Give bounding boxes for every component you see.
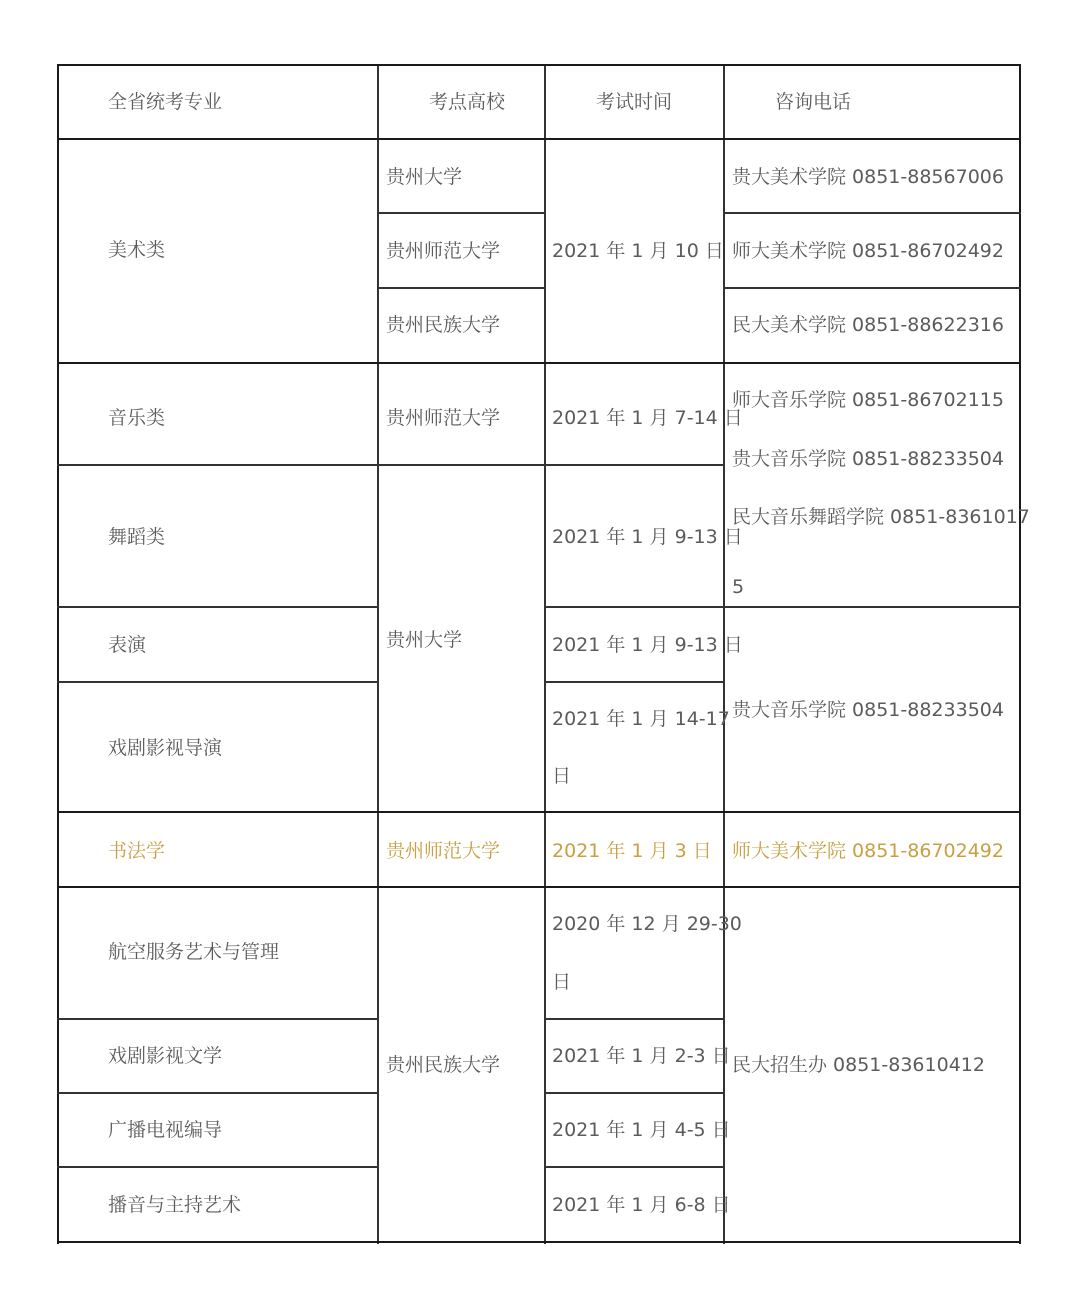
school-guida-merged: 贵州大学: [386, 629, 463, 651]
school-shufa: 贵州师范大学: [386, 840, 501, 862]
major-xiju-wenxue: 戏剧影视文学: [108, 1045, 223, 1067]
row-line-wudao-major: [57, 606, 379, 608]
table-border-top: [57, 64, 1021, 66]
school-minda-merged: 贵州民族大学: [386, 1054, 501, 1076]
row-line-xiju-wenxue-time: [544, 1092, 725, 1094]
time-meishu: 2021 年 1 月 10 日: [552, 240, 724, 262]
time-hangkong-line1: 2020 年 12 月 29-30: [552, 913, 742, 935]
table-border-bottom: [57, 1241, 1021, 1243]
phone-music-shida: 师大音乐学院 0851-86702115: [732, 389, 1004, 411]
major-meishu: 美术类: [108, 239, 166, 261]
row-line-guangbo-time: [544, 1166, 725, 1168]
table-border-right: [1019, 64, 1021, 1244]
row-line-wudao-time: [544, 606, 1021, 608]
header-phone: 咨询电话: [775, 91, 852, 113]
time-xiju-line2: 日: [552, 765, 572, 787]
row-line-yinyue-bottom: [57, 464, 725, 466]
phone-line-1: [723, 212, 1021, 214]
school-guizhou-normal: 贵州师范大学: [386, 240, 501, 262]
col-divider-2: [544, 64, 546, 1244]
row-line-xiju-bottom: [57, 811, 1021, 813]
row-line-hangkong-time: [544, 1018, 725, 1020]
phone-minda-zhaosheng: 民大招生办 0851-83610412: [732, 1054, 985, 1076]
phone-music-guida: 贵大音乐学院 0851-88233504: [732, 448, 1004, 470]
major-xiju-daoyan: 戏剧影视导演: [108, 737, 223, 759]
row-line-biaoyan-time: [544, 681, 725, 683]
major-boyin: 播音与主持艺术: [108, 1194, 242, 1216]
phone-shufa: 师大美术学院 0851-86702492: [732, 840, 1004, 862]
major-guangbo: 广播电视编导: [108, 1119, 223, 1141]
header-time: 考试时间: [596, 91, 673, 113]
time-yinyue: 2021 年 1 月 7-14 日: [552, 407, 743, 429]
major-hangkong: 航空服务艺术与管理: [108, 941, 280, 963]
header-school: 考点高校: [429, 91, 506, 113]
row-line-guangbo-major: [57, 1166, 379, 1168]
school-line-2: [377, 287, 545, 289]
table-border-left: [57, 64, 59, 1244]
major-yinyue: 音乐类: [108, 407, 166, 429]
phone-music-minda: 民大音乐舞蹈学院 0851-8361017: [732, 506, 1030, 528]
col-divider-1: [377, 64, 379, 1244]
phone-meishu-shida: 师大美术学院 0851-86702492: [732, 240, 1004, 262]
school-line-1: [377, 212, 545, 214]
header-major: 全省统考专业: [108, 91, 223, 113]
phone-music-minda-cont: 5: [732, 576, 745, 598]
time-xiju-wenxue: 2021 年 1 月 2-3 日: [552, 1045, 731, 1067]
phone-meishu-guida: 贵大美术学院 0851-88567006: [732, 166, 1004, 188]
header-bottom-line: [57, 138, 1021, 140]
time-boyin: 2021 年 1 月 6-8 日: [552, 1194, 731, 1216]
school-yinyue: 贵州师范大学: [386, 407, 501, 429]
time-wudao: 2021 年 1 月 9-13 日: [552, 526, 743, 548]
row-line-shufa-bottom: [57, 886, 1021, 888]
row-line-hangkong-major: [57, 1018, 379, 1020]
time-shufa: 2021 年 1 月 3 日: [552, 840, 712, 862]
row-line-meishu-bottom: [57, 362, 1021, 364]
time-xiju-line1: 2021 年 1 月 14-17: [552, 708, 730, 730]
row-line-biaoyan-major: [57, 681, 379, 683]
major-wudao: 舞蹈类: [108, 526, 166, 548]
school-guizhou-university: 贵州大学: [386, 166, 463, 188]
time-guangbo: 2021 年 1 月 4-5 日: [552, 1119, 731, 1141]
major-shufa: 书法学: [108, 840, 166, 862]
school-guizhou-minzu: 贵州民族大学: [386, 314, 501, 336]
phone-line-2: [723, 287, 1021, 289]
phone-meishu-minda: 民大美术学院 0851-88622316: [732, 314, 1004, 336]
major-biaoyan: 表演: [108, 634, 147, 656]
time-biaoyan: 2021 年 1 月 9-13 日: [552, 634, 743, 656]
phone-guida-music: 贵大音乐学院 0851-88233504: [732, 699, 1004, 721]
row-line-xiju-wenxue-major: [57, 1092, 379, 1094]
time-hangkong-line2: 日: [552, 971, 572, 993]
